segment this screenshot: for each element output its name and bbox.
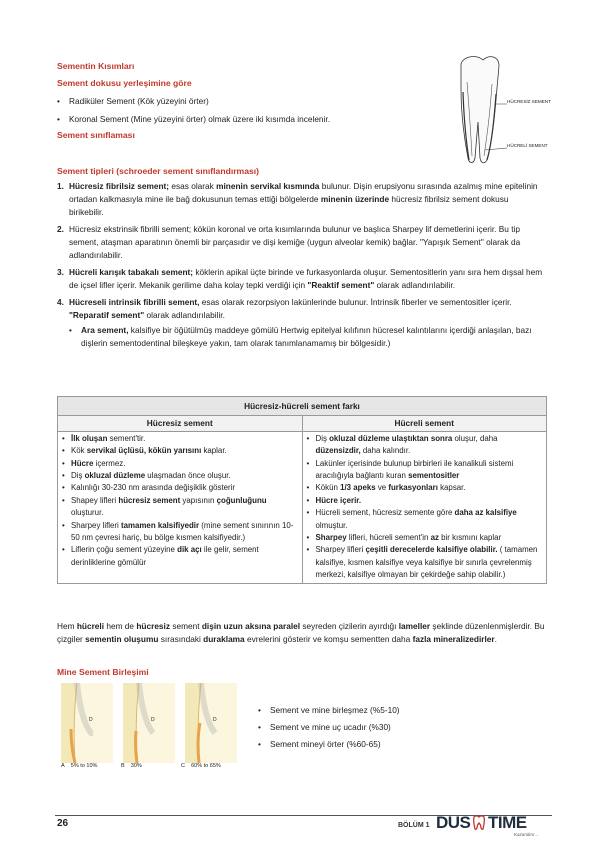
cej-figure bbox=[57, 683, 242, 773]
panel-b-dentin: D bbox=[151, 717, 155, 723]
list-item: 4. Hücreseli intrinsik fibrilli sement, esas olarak rezorpsiyon lakünlerinde bulunur. İntrinsik fiberler ve sementositler içerir. "Reparatif sement" olarak adlandırılabilir. bbox=[57, 297, 512, 320]
chapter-label: BÖLÜM 1 bbox=[398, 822, 430, 829]
list-item: • Sement ve mine birleşmez (%5-10) bbox=[258, 705, 400, 715]
list-item: 1. Hücresiz fibrilsiz sement; esas olarak minenin servikal kısmında bulunur. Dişin erupsiyonu sırasında azalmış mine epitelinin ortadan kalkmasıyla mine ile bağ dokusunun temas ettiği bölgelerde minenin üzerinde hücresiz fibrilsiz sement dokusu birikebilir. bbox=[57, 181, 538, 217]
panel-c-dentin: D bbox=[213, 717, 217, 723]
comparison-table bbox=[57, 396, 547, 584]
tooth-label-acellular: HÜCRESİZ SEMENT bbox=[507, 99, 551, 104]
list-item: 3. Hücreli karışık tabakalı sement; köklerin apikal üçte birinde ve furkasyonlarda oluşur. Sementositlerin yanı sıra hem dışsal hem de içsel lifler içerir. Mekanik gerilime daha kolay tepki verdiği için "Reaktif sement" olarak adlandırılabilir. bbox=[57, 267, 543, 290]
panel-c-label: C 60% to 65% bbox=[181, 763, 221, 769]
list-item: • Radiküler Sement (Kök yüzeyini örter) bbox=[57, 96, 209, 106]
types-heading: Sement tipleri (schroeder sement sınıflandırması) bbox=[57, 166, 260, 176]
types-list bbox=[57, 180, 545, 350]
location-list bbox=[57, 95, 437, 126]
list-item: • Koronal Sement (Mine yüzeyini örter) olmak üzere iki kısımda incelenir. bbox=[57, 114, 330, 124]
acellular-cell: • İlk oluşan sement'tir. • Kök servikal üçlüsü, kökün yarısını kaplar. • Hücre içermez. • Diş okluzal düzleme ulaşmadan önce oluşur. • Kalınlığı 30-230 nm arasında değişiklik gösterir • Shapey lifleri hücresiz sement yapısının çoğunluğunu oluşturur. • Sharpey lifleri tamamen kalsifiyedir (mine sement sınırının 10-50 nm çevresi hariç, bu bölge kısmen kalsifiyedir.) • Liflerin çoğu sement yüzeyine dik açı ile gelir, sement derinliklerine gömülür bbox=[58, 431, 303, 583]
list-item: • Sement mineyi örter (%60-65) bbox=[258, 739, 381, 749]
cej-heading: Mine Sement Birleşimi bbox=[57, 667, 149, 677]
panel-a-dentin: D bbox=[89, 717, 93, 723]
classification-heading: Sement sınıflaması bbox=[57, 130, 135, 140]
panel-b-label: B 30% bbox=[121, 763, 142, 769]
col-header-acellular: Hücresiz sement bbox=[58, 416, 303, 431]
section-title: Sementin Kısımları bbox=[57, 61, 135, 71]
tooth-logo-icon bbox=[472, 815, 486, 829]
panel-a-label: A 5% to 10% bbox=[61, 763, 98, 769]
list-item: 2. Hücresiz ekstrinsik fibrilli sement; kökün koronal ve orta kısımlarında bulunur ve başlıca Sharpey lif demetlerini içerir. Bu tip sement, ataşman aparatının önemli bir parçasıdır ve dişi kemiğe (uygun alveolar kemik) bağlar. "Yapışık Sement" olarak da adlandırılabilir. bbox=[57, 224, 521, 260]
tooth-figure bbox=[447, 52, 555, 167]
lamella-paragraph: Hem hücreli hem de hücresiz sement dişin uzun aksına paralel seyreden çizilerin ayırdığı lameller şeklinde düzenlenmişlerdir. Bu çizgiler sementin oluşumu sırasındaki duraklama evrelerini gösterir ve komşu sementten daha fazla mineralizedirler. bbox=[57, 621, 545, 644]
list-item: • Sement ve mine uç ucadır (%30) bbox=[258, 722, 391, 732]
cellular-cell: • Diş okluzal düzleme ulaştıktan sonra oluşur, daha düzensizdir, daha kalındır. • Lakünler içerisinde bulunup birbirleri ile kanalikuli sistemi aracılığıyla bağlantı kuran sementositler • Kökün 1/3 apeks ve furkasyonları kapsar. • Hücre içerir. • Hücreli sement, hücresiz semente göre daha az kalsifiye olmuştur. • Sharpey lifleri, hücreli sement'in az bir kısmını kaplar • Sharpey lifleri çeşitli derecelerde kalsifiye olabilir. ( tamamen kalsifiye, kısmen kalsifiye veya kalsifiye bir sınırla çevrelenmiş merkezi, kalsifiye olmayan bir çekirdeğe sahip olabilir.) bbox=[302, 431, 547, 583]
page-number: 26 bbox=[57, 818, 69, 829]
brand-logo: DUS TIME Kazandırır... bbox=[436, 813, 539, 837]
cej-list bbox=[258, 702, 508, 753]
note-item: • Ara sement, kalsifiye bir öğütülmüş maddeye gömülü Hertwig epitelyal kılıfının hücresel kalıntılarını içerdiği anlaşılan, bazı dişlerin sementodentinal bileşkeye yakın, tam olarak tanımlanamamış bir bölgesidir.) bbox=[69, 325, 532, 348]
col-header-cellular: Hücreli sement bbox=[302, 416, 547, 431]
section-subtitle: Sement dokusu yerleşimine göre bbox=[57, 78, 192, 88]
table-title: Hücresiz-hücreli sement farkı bbox=[58, 397, 547, 416]
tooth-label-cellular: HÜCRELİ SEMENT bbox=[507, 143, 548, 148]
